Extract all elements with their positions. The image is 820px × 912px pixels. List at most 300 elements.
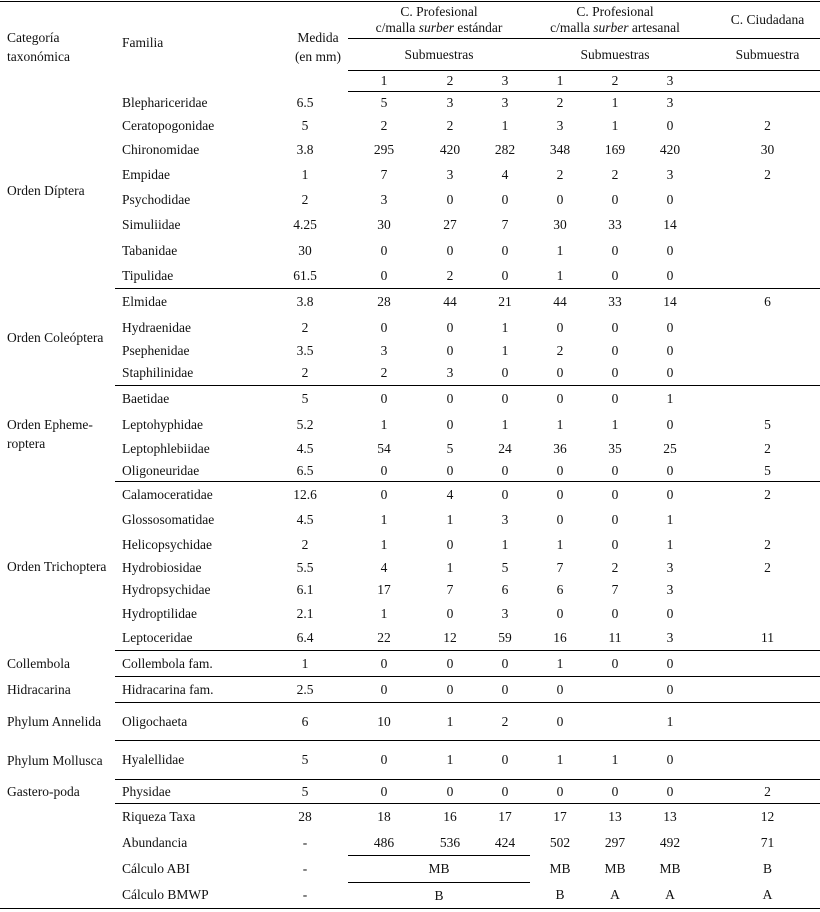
header-empty bbox=[700, 71, 820, 92]
count-cell: 4 bbox=[380, 559, 388, 575]
count-cell: 1 bbox=[446, 559, 454, 575]
family-cell: Tipulidae bbox=[122, 267, 174, 283]
count-cell: 0 bbox=[348, 741, 420, 780]
count-cell: 7 bbox=[446, 582, 454, 597]
count-cell: 3 bbox=[446, 94, 454, 110]
count-cell: 0 bbox=[640, 651, 700, 677]
count-cell: 5 bbox=[446, 441, 454, 456]
count-cell: 3 bbox=[501, 94, 509, 110]
count-cell: 6 bbox=[700, 289, 820, 316]
count-cell: 0 bbox=[380, 319, 388, 335]
count-cell: 1 bbox=[611, 94, 619, 110]
family-cell: Simuliidae bbox=[122, 217, 181, 232]
count-cell: 0 bbox=[480, 780, 530, 804]
macroinvertebrate-table bbox=[0, 1, 820, 909]
count-cell: 11 bbox=[608, 629, 622, 645]
table-row bbox=[0, 579, 820, 602]
table-row bbox=[0, 602, 820, 626]
count-cell: 3 bbox=[666, 559, 674, 575]
group1-line2-em: surber bbox=[418, 20, 455, 35]
count-cell: 0 bbox=[611, 342, 619, 358]
count-cell: 0 bbox=[611, 267, 619, 283]
count-cell: 3 bbox=[666, 94, 674, 110]
measure-cell: 30 bbox=[298, 242, 312, 258]
table-row bbox=[0, 114, 820, 138]
summary-value: 492 bbox=[659, 835, 681, 850]
summary-value: MB bbox=[659, 861, 681, 876]
family-cell: Leptohyphidae bbox=[122, 416, 203, 432]
count-cell: 12 bbox=[443, 629, 457, 645]
category-cell: Gastero-poda bbox=[7, 784, 80, 799]
count-cell bbox=[700, 741, 820, 780]
count-cell: 0 bbox=[380, 267, 388, 283]
summary-value: 12 bbox=[700, 804, 820, 831]
table-row bbox=[0, 412, 820, 438]
group2-line2 bbox=[530, 20, 700, 36]
family-cell: Leptophlebiidae bbox=[122, 441, 210, 456]
count-cell: 0 bbox=[590, 651, 640, 677]
count-cell: 44 bbox=[530, 289, 590, 316]
family-cell: Elmidae bbox=[115, 289, 270, 316]
summary-merged-value: MB bbox=[348, 856, 530, 883]
category-cell: Hidracarina bbox=[7, 682, 71, 697]
summary-value: 424 bbox=[494, 834, 516, 850]
count-cell: 0 bbox=[611, 365, 619, 381]
count-cell: 30 bbox=[760, 142, 775, 157]
count-cell: 17 bbox=[377, 582, 391, 597]
summary-value: 486 bbox=[373, 834, 395, 850]
count-cell: 1 bbox=[640, 386, 700, 412]
family-cell: Psephenidae bbox=[122, 342, 190, 358]
measure-cell: 2.1 bbox=[296, 605, 314, 621]
measure-cell: 3.8 bbox=[296, 142, 314, 157]
summary-label: Riqueza Taxa bbox=[115, 804, 270, 831]
header-group-professional-artisanal bbox=[530, 2, 700, 39]
measure-cell: 5 bbox=[270, 780, 348, 804]
family-cell: Hyalellidae bbox=[115, 741, 270, 780]
count-cell: 0 bbox=[556, 462, 564, 478]
family-cell: Hidracarina fam. bbox=[115, 677, 270, 703]
table-row bbox=[0, 677, 820, 703]
count-cell: 0 bbox=[530, 677, 590, 703]
count-cell: 0 bbox=[611, 319, 619, 335]
summary-value: 13 bbox=[640, 804, 700, 831]
count-cell: 10 bbox=[348, 703, 420, 741]
count-cell: 2 bbox=[556, 342, 564, 358]
summary-measure: - bbox=[302, 887, 308, 903]
family-cell: Hydropsychidae bbox=[122, 582, 211, 597]
table-row bbox=[0, 703, 820, 741]
measure-cell: 12.6 bbox=[270, 482, 348, 508]
count-cell: 54 bbox=[377, 441, 391, 456]
summary-value: A bbox=[610, 887, 620, 903]
count-cell: 0 bbox=[666, 192, 674, 207]
measure-cell: 2 bbox=[301, 319, 309, 335]
family-cell: Hydraenidae bbox=[122, 319, 191, 335]
count-cell: 7 bbox=[556, 559, 564, 575]
table-row bbox=[0, 92, 820, 114]
count-cell: 0 bbox=[666, 117, 674, 133]
count-cell: 16 bbox=[553, 629, 567, 645]
measure-cell: 4.5 bbox=[296, 512, 314, 527]
header-group-citizen: C. Ciudadana bbox=[700, 2, 820, 39]
count-cell: 0 bbox=[666, 242, 674, 258]
count-cell: 3 bbox=[446, 365, 454, 381]
count-cell: 0 bbox=[556, 512, 564, 527]
count-cell: 2 bbox=[380, 117, 388, 133]
measure-cell: 3.8 bbox=[270, 289, 348, 316]
count-cell: 30 bbox=[377, 217, 391, 232]
summary-row-abundance bbox=[0, 831, 820, 856]
count-cell: 1 bbox=[530, 651, 590, 677]
count-cell: 33 bbox=[608, 217, 622, 232]
family-cell: Leptoceridae bbox=[122, 629, 193, 645]
count-cell: 0 bbox=[348, 386, 420, 412]
count-cell: 0 bbox=[446, 416, 454, 432]
count-cell: 1 bbox=[556, 267, 564, 283]
count-cell: 4 bbox=[501, 167, 509, 182]
header-submuestra-number: 1 bbox=[530, 71, 590, 92]
header-category: Categoría taxonómica bbox=[7, 29, 70, 64]
count-cell: 0 bbox=[666, 267, 674, 283]
count-cell: 59 bbox=[498, 629, 512, 645]
category-cell: Collembola bbox=[7, 656, 70, 671]
count-cell: 2 bbox=[764, 167, 771, 182]
count-cell: 44 bbox=[420, 289, 480, 316]
family-cell: Chironomidae bbox=[122, 142, 200, 157]
group2-line2-em: surber bbox=[593, 20, 629, 35]
category-cell: Orden Trichoptera bbox=[7, 558, 107, 574]
count-cell: 2 bbox=[764, 536, 771, 552]
measure-cell: 5.5 bbox=[296, 559, 314, 575]
family-cell: Glossosomatidae bbox=[122, 512, 215, 527]
count-cell: 0 bbox=[611, 536, 619, 552]
group1-line2-post: estándar bbox=[454, 20, 503, 35]
measure-cell: 5 bbox=[301, 117, 309, 133]
count-cell: 0 bbox=[348, 482, 420, 508]
count-cell: 36 bbox=[553, 441, 567, 456]
header-sub2: Submuestras bbox=[530, 39, 700, 71]
family-cell: Helicopsychidae bbox=[122, 536, 212, 552]
count-cell bbox=[700, 703, 820, 741]
count-cell: 1 bbox=[666, 512, 674, 527]
count-cell: 420 bbox=[659, 142, 681, 157]
count-cell: 0 bbox=[501, 365, 509, 381]
count-cell: 1 bbox=[380, 512, 388, 527]
family-cell: Oligochaeta bbox=[115, 703, 270, 741]
count-cell: 0 bbox=[480, 482, 530, 508]
count-cell bbox=[700, 264, 820, 289]
count-cell bbox=[700, 238, 820, 264]
count-cell: 0 bbox=[666, 342, 674, 358]
count-cell: 0 bbox=[640, 677, 700, 703]
count-cell: 2 bbox=[764, 117, 771, 133]
summary-value: 17 bbox=[480, 804, 530, 831]
count-cell: 0 bbox=[348, 780, 420, 804]
header-measure: Medida (en mm) bbox=[294, 29, 342, 64]
count-cell: 33 bbox=[590, 289, 640, 316]
count-cell: 4 bbox=[420, 482, 480, 508]
count-cell bbox=[700, 508, 820, 533]
measure-cell: 6.5 bbox=[296, 462, 314, 478]
count-cell: 1 bbox=[501, 117, 509, 133]
count-cell: 0 bbox=[446, 462, 454, 478]
summary-value: 502 bbox=[549, 835, 571, 850]
count-cell: 1 bbox=[420, 703, 480, 741]
summary-value: MB bbox=[604, 861, 626, 876]
count-cell: 3 bbox=[666, 167, 674, 182]
count-cell: 2 bbox=[446, 117, 454, 133]
measure-cell: 5.2 bbox=[296, 416, 314, 432]
family-cell: Hydroptilidae bbox=[122, 605, 197, 621]
count-cell: 0 bbox=[590, 482, 640, 508]
count-cell: 169 bbox=[604, 142, 626, 157]
family-cell: Tabanidae bbox=[122, 242, 178, 258]
measure-cell: 61.5 bbox=[293, 267, 317, 283]
group2-line1: C. Profesional bbox=[576, 4, 654, 19]
category-cell: Phylum Annelida bbox=[7, 714, 102, 729]
count-cell: 0 bbox=[380, 462, 388, 478]
count-cell: 0 bbox=[501, 267, 509, 283]
count-cell: 3 bbox=[556, 117, 564, 133]
family-cell: Collembola fam. bbox=[115, 651, 270, 677]
count-cell: 11 bbox=[761, 629, 775, 645]
summary-measure: 28 bbox=[270, 804, 348, 831]
count-cell: 2 bbox=[446, 267, 454, 283]
count-cell: 2 bbox=[556, 167, 564, 182]
measure-cell: 2 bbox=[301, 192, 309, 207]
count-cell: 1 bbox=[640, 703, 700, 741]
table-row bbox=[0, 626, 820, 651]
count-cell bbox=[700, 579, 820, 602]
category-cell: Phylum Mollusca bbox=[7, 752, 103, 768]
family-cell: Physidae bbox=[115, 780, 270, 804]
count-cell: 28 bbox=[348, 289, 420, 316]
measure-cell: 1 bbox=[301, 167, 309, 182]
count-cell: 0 bbox=[501, 462, 509, 478]
count-cell: 3 bbox=[666, 629, 674, 645]
count-cell bbox=[700, 651, 820, 677]
count-cell: 2 bbox=[700, 780, 820, 804]
count-cell: 0 bbox=[611, 192, 619, 207]
table-row bbox=[0, 138, 820, 163]
count-cell bbox=[700, 386, 820, 412]
family-cell: Psychodidae bbox=[122, 192, 191, 207]
count-cell: 0 bbox=[556, 192, 564, 207]
group1-line1: C. Profesional bbox=[400, 4, 478, 19]
count-cell: 22 bbox=[377, 629, 391, 645]
group2-line2-pre: c/malla bbox=[550, 20, 594, 35]
count-cell: 3 bbox=[666, 582, 674, 597]
count-cell: 5 bbox=[501, 559, 509, 575]
summary-value: 536 bbox=[439, 834, 461, 850]
count-cell: 0 bbox=[480, 741, 530, 780]
count-cell: 282 bbox=[494, 142, 516, 157]
category-cell: Orden Epheme-roptera bbox=[7, 416, 93, 451]
count-cell: 7 bbox=[611, 582, 619, 597]
group2-line2-post: artesanal bbox=[628, 20, 680, 35]
count-cell: 0 bbox=[501, 242, 509, 258]
table-row bbox=[0, 316, 820, 340]
family-cell: Ceratopogonidae bbox=[122, 117, 215, 133]
table-row bbox=[0, 438, 820, 461]
count-cell: 0 bbox=[420, 651, 480, 677]
count-cell: 35 bbox=[608, 441, 622, 456]
category-cell: Orden Coleóptera bbox=[7, 329, 104, 345]
count-cell: 5 bbox=[764, 462, 771, 478]
count-cell: 0 bbox=[446, 319, 454, 335]
count-cell: 0 bbox=[446, 192, 454, 207]
count-cell: 1 bbox=[530, 741, 590, 780]
summary-label: Abundancia bbox=[122, 835, 188, 850]
count-cell: 0 bbox=[611, 462, 619, 478]
table-row bbox=[0, 289, 820, 316]
count-cell bbox=[590, 677, 640, 703]
count-cell: 1 bbox=[380, 416, 388, 432]
measure-cell: 4.5 bbox=[296, 441, 314, 456]
count-cell: 0 bbox=[420, 780, 480, 804]
summary-label: Cálculo ABI bbox=[122, 861, 190, 876]
table-row bbox=[0, 386, 820, 412]
count-cell: 1 bbox=[611, 416, 619, 432]
count-cell: 3 bbox=[380, 192, 388, 207]
count-cell: 24 bbox=[498, 441, 512, 456]
count-cell: 1 bbox=[556, 242, 564, 258]
count-cell: 3 bbox=[380, 342, 388, 358]
count-cell bbox=[700, 362, 820, 386]
family-cell: Blephariceridae bbox=[122, 94, 208, 110]
count-cell: 1 bbox=[501, 416, 509, 432]
count-cell: 0 bbox=[556, 319, 564, 335]
count-cell: 6 bbox=[501, 582, 509, 597]
count-cell: 1 bbox=[380, 536, 388, 552]
count-cell: 1 bbox=[446, 512, 454, 527]
summary-merged-value: B bbox=[434, 887, 444, 903]
summary-value: A bbox=[665, 887, 675, 903]
measure-cell: 6.4 bbox=[296, 629, 314, 645]
measure-cell: 3.5 bbox=[296, 342, 314, 358]
summary-label: Cálculo BMWP bbox=[122, 887, 209, 903]
table-row bbox=[0, 651, 820, 677]
count-cell: 0 bbox=[348, 677, 420, 703]
count-cell: 0 bbox=[611, 242, 619, 258]
family-cell: Oligoneuridae bbox=[122, 462, 200, 478]
summary-value: 16 bbox=[420, 804, 480, 831]
table-row bbox=[0, 188, 820, 213]
group1-line2 bbox=[348, 20, 530, 36]
count-cell: 0 bbox=[666, 605, 674, 621]
count-cell: 3 bbox=[446, 167, 454, 182]
count-cell: 0 bbox=[446, 536, 454, 552]
count-cell: 2 bbox=[700, 482, 820, 508]
count-cell: 1 bbox=[556, 536, 564, 552]
summary-value: 13 bbox=[590, 804, 640, 831]
header-sub1: Submuestras bbox=[348, 39, 530, 71]
count-cell bbox=[590, 703, 640, 741]
count-cell: 7 bbox=[380, 167, 388, 182]
measure-cell: 5 bbox=[270, 741, 348, 780]
category-cell: Orden Díptera bbox=[7, 182, 85, 198]
count-cell: 1 bbox=[501, 342, 509, 358]
count-cell: 0 bbox=[446, 605, 454, 621]
count-cell: 7 bbox=[501, 217, 509, 232]
count-cell: 1 bbox=[501, 319, 509, 335]
header-sub3: Submuestra bbox=[700, 39, 820, 71]
count-cell bbox=[700, 316, 820, 340]
table-row bbox=[0, 163, 820, 188]
count-cell: 1 bbox=[666, 536, 674, 552]
header-submuestra-number: 3 bbox=[480, 71, 530, 92]
measure-cell: 2.5 bbox=[270, 677, 348, 703]
summary-value: A bbox=[762, 887, 773, 903]
count-cell: 0 bbox=[666, 416, 674, 432]
table-row bbox=[0, 461, 820, 482]
count-cell bbox=[700, 677, 820, 703]
table-row bbox=[0, 780, 820, 804]
count-cell: 295 bbox=[373, 142, 395, 157]
count-cell: 14 bbox=[663, 217, 677, 232]
count-cell: 0 bbox=[480, 677, 530, 703]
count-cell: 0 bbox=[556, 365, 564, 381]
count-cell: 0 bbox=[530, 780, 590, 804]
count-cell: 3 bbox=[501, 512, 509, 527]
count-cell: 2 bbox=[380, 365, 388, 381]
summary-value: B bbox=[555, 887, 565, 903]
measure-cell: 1 bbox=[270, 651, 348, 677]
count-cell: 0 bbox=[611, 605, 619, 621]
count-cell bbox=[700, 188, 820, 213]
count-cell: 2 bbox=[556, 94, 564, 110]
count-cell: 1 bbox=[380, 605, 388, 621]
measure-cell: 4.25 bbox=[293, 217, 317, 232]
count-cell: 1 bbox=[611, 117, 619, 133]
summary-measure: - bbox=[302, 861, 308, 876]
count-cell: 348 bbox=[549, 142, 571, 157]
summary-value: 18 bbox=[348, 804, 420, 831]
measure-cell: 6.5 bbox=[296, 94, 314, 110]
count-cell bbox=[700, 602, 820, 626]
summary-category-empty bbox=[0, 804, 115, 909]
count-cell: 0 bbox=[666, 462, 674, 478]
table-row bbox=[0, 482, 820, 508]
count-cell: 0 bbox=[480, 386, 530, 412]
count-cell: 0 bbox=[530, 703, 590, 741]
header-submuestra-number: 1 bbox=[348, 71, 420, 92]
header-submuestra-number: 3 bbox=[640, 71, 700, 92]
count-cell: 0 bbox=[380, 242, 388, 258]
count-cell: 1 bbox=[590, 741, 640, 780]
summary-row-abi bbox=[0, 856, 820, 883]
group1-line2-pre: c/malla bbox=[375, 20, 419, 35]
count-cell: 6 bbox=[556, 582, 564, 597]
count-cell: 420 bbox=[439, 142, 461, 157]
count-cell bbox=[700, 92, 820, 114]
count-cell: 25 bbox=[663, 441, 677, 456]
table-row bbox=[0, 741, 820, 780]
table-row bbox=[0, 238, 820, 264]
summary-value: 71 bbox=[760, 835, 775, 850]
table-row bbox=[0, 557, 820, 579]
table-row bbox=[0, 213, 820, 238]
count-cell: 1 bbox=[420, 741, 480, 780]
family-cell: Baetidae bbox=[115, 386, 270, 412]
count-cell: 0 bbox=[446, 242, 454, 258]
count-cell: 2 bbox=[764, 441, 771, 456]
measure-cell: 2 bbox=[301, 365, 309, 381]
header-group-professional-standard bbox=[348, 2, 530, 39]
table-row bbox=[0, 508, 820, 533]
count-cell: 2 bbox=[764, 559, 771, 575]
